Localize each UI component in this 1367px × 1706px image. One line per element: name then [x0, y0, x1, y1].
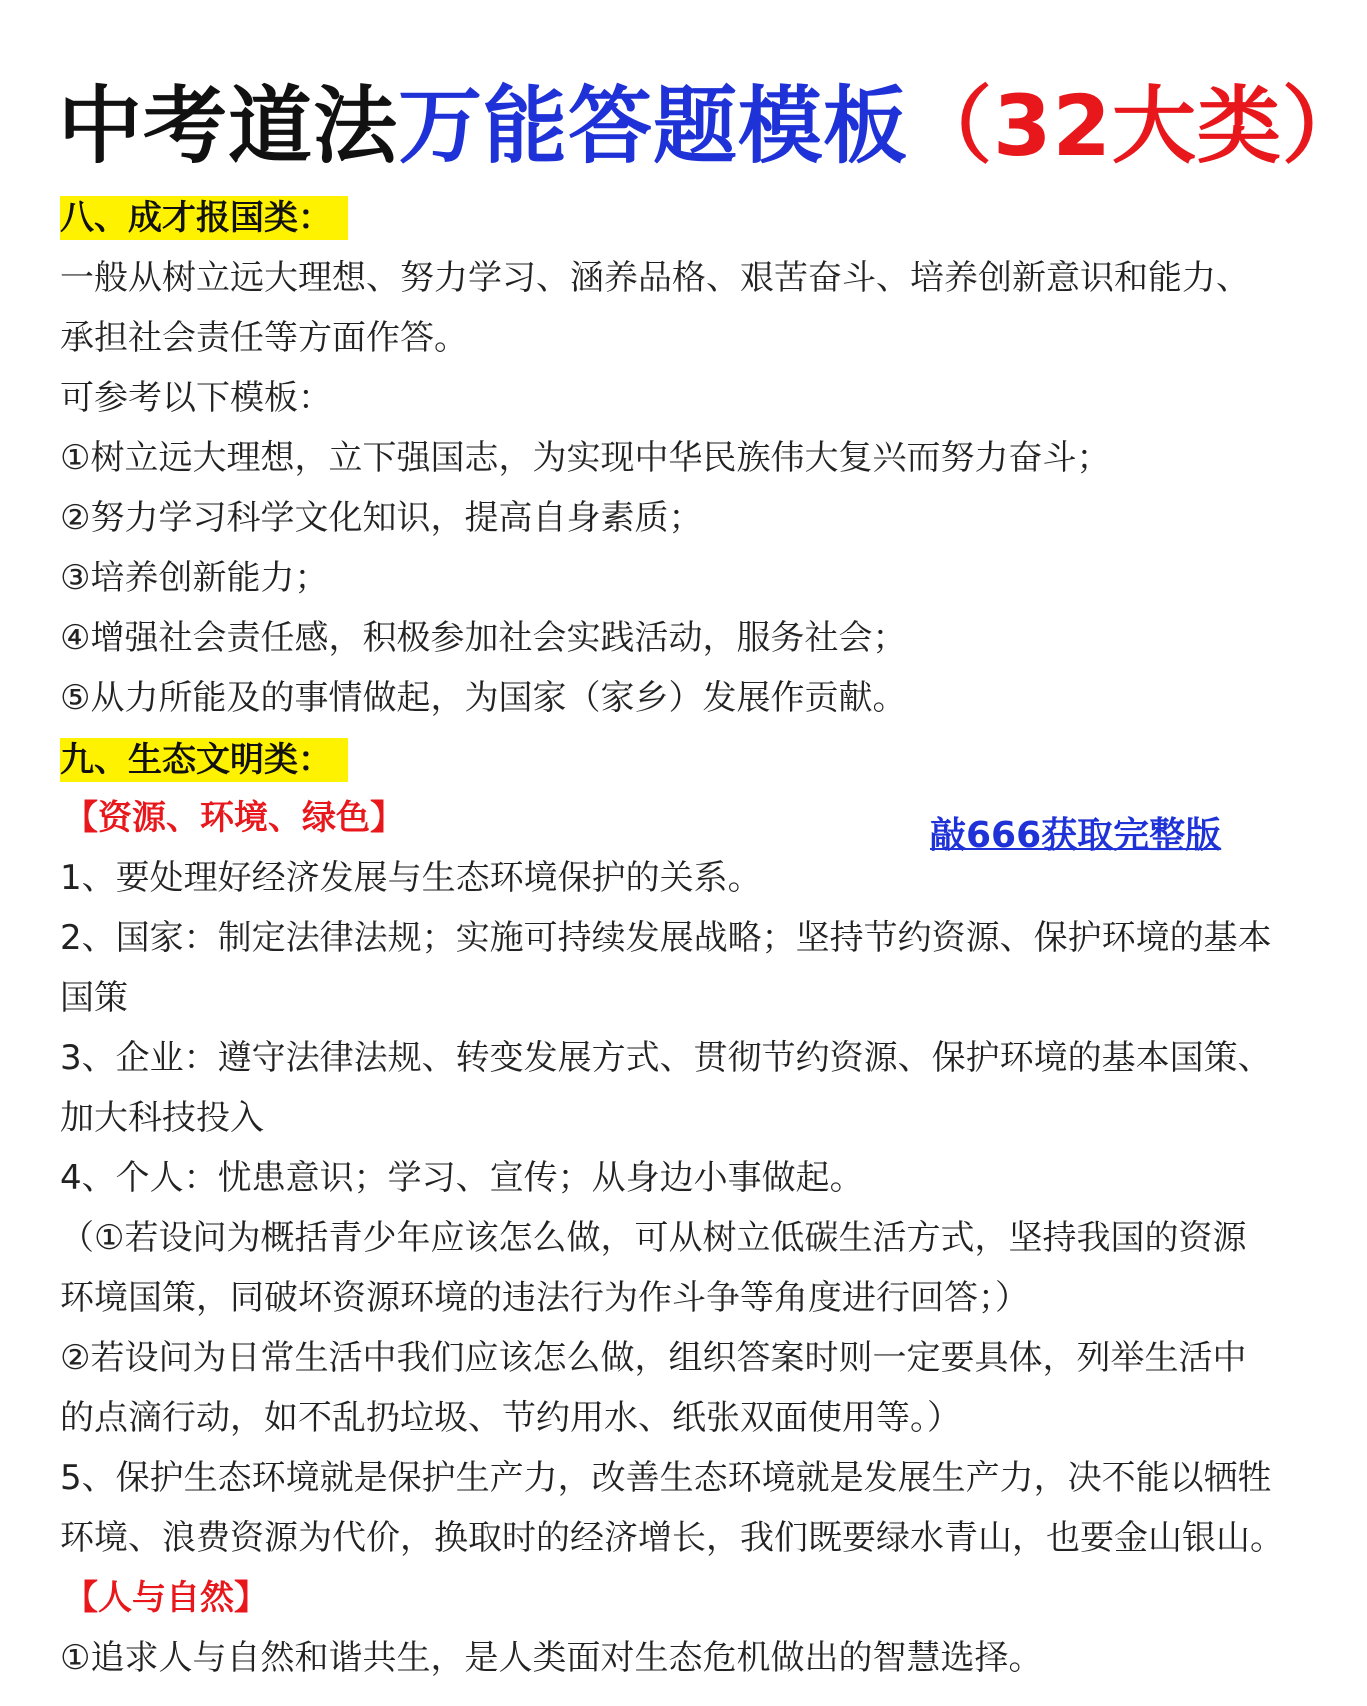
section8-template-label: 可参考以下模板：	[60, 378, 332, 418]
section9-subheading-nature: 【人与自然】	[64, 1578, 268, 1618]
section9-line-9: ②若设问为日常生活中我们应该怎么做，组织答案时则一定要具体，列举生活中	[60, 1338, 1247, 1378]
section9-heading	[60, 738, 1260, 782]
section9-heading-highlight: 九、生态文明类：	[60, 738, 348, 782]
section9-nature-item-1: ①追求人与自然和谐共生，是人类面对生态危机做出的智慧选择。	[60, 1638, 1043, 1678]
page-title	[58, 76, 1367, 176]
section9-line-7: （①若设问为概括青少年应该怎么做，可从树立低碳生活方式，坚持我国的资源	[60, 1218, 1247, 1258]
title-part-blue: 万能答题模板	[398, 77, 909, 175]
section9-line-11: 5、保护生态环境就是保护生产力，改善生态环境就是发展生产力，决不能以牺牲	[60, 1458, 1272, 1498]
section8-item-5: ⑤从力所能及的事情做起，为国家（家乡）发展作贡献。	[60, 678, 907, 718]
section9-line-6: 4、个人：忧患意识；学习、宣传；从身边小事做起。	[60, 1158, 864, 1198]
section9-line-3: 国策	[60, 978, 128, 1018]
section9-line-2: 2、国家：制定法律法规；实施可持续发展战略；坚持节约资源、保护环境的基本	[60, 918, 1272, 958]
section9-line-4: 3、企业：遵守法律法规、转变发展方式、贯彻节约资源、保护环境的基本国策、	[60, 1038, 1272, 1078]
section8-heading-highlight: 八、成才报国类：	[60, 196, 348, 240]
section9-line-8: 环境国策，同破坏资源环境的违法行为作斗争等角度进行回答；）	[60, 1278, 1029, 1318]
section8-intro-line2: 承担社会责任等方面作答。	[60, 318, 468, 358]
section8-item-1: ①树立远大理想，立下强国志，为实现中华民族伟大复兴而努力奋斗；	[60, 438, 1111, 478]
promo-link[interactable]: 敲666获取完整版	[930, 815, 1222, 856]
title-part-red: （32大类）	[908, 77, 1367, 175]
section9-line-1: 1、要处理好经济发展与生态环境保护的关系。	[60, 858, 762, 898]
section9-line-5: 加大科技投入	[60, 1098, 264, 1138]
section8-item-3: ③培养创新能力；	[60, 558, 329, 598]
section8-heading	[60, 196, 1260, 240]
section8-item-2: ②努力学习科学文化知识，提高自身素质；	[60, 498, 703, 538]
section8-intro-line1: 一般从树立远大理想、努力学习、涵养品格、艰苦奋斗、培养创新意识和能力、	[60, 258, 1250, 298]
section9-line-12: 环境、浪费资源为代价，换取时的经济增长，我们既要绿水青山，也要金山银山。	[60, 1518, 1284, 1558]
title-part-black: 中考道法	[58, 77, 399, 175]
section9-line-10: 的点滴行动，如不乱扔垃圾、节约用水、纸张双面使用等。）	[60, 1398, 961, 1438]
section9-subheading-resources: 【资源、环境、绿色】	[64, 798, 404, 838]
section8-item-4: ④增强社会责任感，积极参加社会实践活动，服务社会；	[60, 618, 907, 658]
